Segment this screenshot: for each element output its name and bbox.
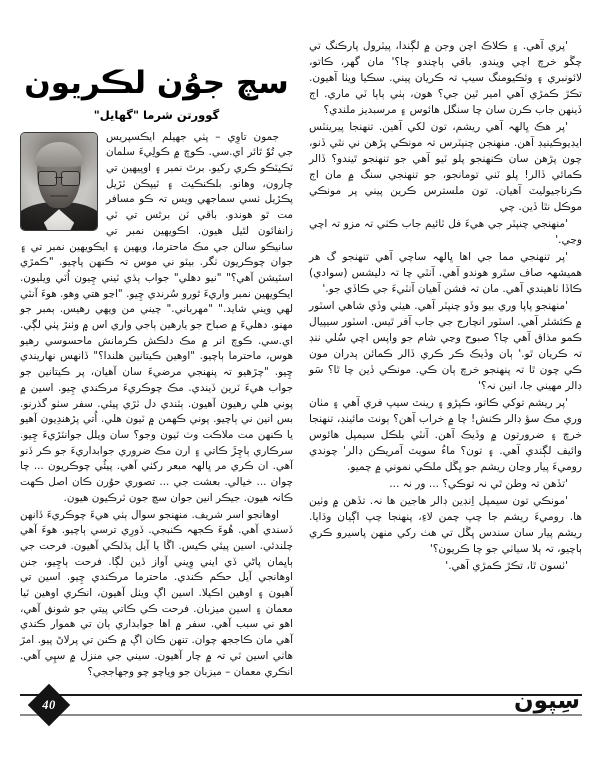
page-title: سچ جوُن لڪريون (24, 65, 289, 101)
left-text-column (20, 38, 293, 688)
paragraph: 'منهنجي چنپٽر جي هيءَ فل ٽائيم جاب ڪٺي تہ مزو تہ اچي وڃي.' (309, 218, 582, 246)
paragraph: جمون تاوِي – پٺي جھيلم ايڪسپريس جي تُوٗ ٿائر اي.سي. ڪوچ ۾ ڪولِيءَ سلمان ٽڪيٽڪو ڪري رکيو. برٿ نمبر ۽ اوپيهين تي چارون، وهانو. بلڪنڪيٽ ۽ ٽيپڪن ٽڙيل پڪڙيل ٺسي سماجھي ويس تہ ڪو مسافر مت ٿو هوندو. باقي ٽن برٿس تي ٽي زانفائون لٿيل هيون. اڪويهين نمبر تي سانيڪو سالن جي مڪ ماحترما، ويهين ۽ ايڪويهين نمبر تي ۽ جوان چوڪريون ٺگر. بيٽو ني موس تہ ڪنهن پاچيو. "ڪمڙي اسٽيشن آهي؟" "نيو دهلي" جواب ٻڌي ٽيني چِيون اُٽي ويليون. ايڪويهين نمبر واريءَ ٿورو سُرندي چِيو. "اڃو هتي وهو. هوءَ آنٽي لهي ويني شايد." "مهرباني." چيني من ويهي رهيس. ٻمبر جو مهنو. دهليءَ ۾ صباح جو يارهين ٻاجي واري اس ۾ وٺنڙ پٺي لڳي. اي.سي. ڪوچ انر ۾ مڪ دلڪش ڪرمانش ماحسوسي رهيو هوس، ماحترما ٻاچيو. "اوهين ڪيتانين هلندا؟" ڏانھس نهاريندي چِيو. "چڙهيو تہ پنهنجي مرضيءَ سان آهيان، پر ڪيتانين جو جواب هيءَ ٽرين ڏيندي. مڪ چوڪريءَ مرڪندي چِيو. اسين ۾ پوني هلي رهيون آهيون. ٻٽندي دل ٽڙي پيئي. سفر سٺو گذرنو. بس انين ني ٻاچيو. پوني ڪهمن ۾ ٽيون هلي. اُتي پڙهندِيون آهيو يا ڪنهن مت ملاڪت وٺ ٽيون وجو؟ سان ويلل جوانٽڙيءَ چِيو. سرڪاري ٻاچِڙَ ڪاتي ۽ ارن مڪ ضروري جوابداريءَ جو ڪر ڏنو آهي. ان ڪري مر ڀالهہ مبعر رکٺي آهي. پيئُي چوڪريون ... چا چوان ... خيالي. بعشت جي ... تصوري حوُرن ڪان اصل ڪهت ڪانہ هيون. جيڪر انين جوان سچ جون ٽرڪيون هيون. (20, 130, 293, 504)
paragraph: 'پر تنهنجي مما جي اها ڀالهہ ساچي آهي تنهنجو گ هر هميشهہ صاف سٿرو هوندو آهي. آنٽي چا تہ دليشس (سوادي) ڪاڏا ٺاهيندي آهي. مان تہ فشن آهيان آنٽيءَ جي ڪاڏي جو.' (309, 251, 582, 295)
paragraph: 'پر ريشم توکي ڪاتو، ڪپڙو ۽ رينٽ سيپ فري آهي ۽ مٺان وري مڪ سؤ ڊالر ڪنش! چا ۾ خراب آهن؟ ٻونٽ مائينڊ، تنهنجا خرچ ۽ ضرورتون ۾ وڏيڪ آهن. آنٽي بلڪل سيمپل هائوس وائيف لڳندي آهي. ۽ تون؟ ماءُ سويٽ آمريڪن ڊالر' چوندي روميءَ پيار وڃان ريشم جو ڀڱل ملڪي نموني ۾ چميو. (309, 397, 582, 473)
paragraph: 'ٺسون ٿا، تڪڙ ڪمڙي آهي.' (445, 560, 568, 572)
right-text-column (309, 38, 582, 688)
paragraph: 'پر هڪ ڀالهہ آهي ريشم، تون لکي آهين. تنهنجا پيرينٽس ايڊيوڪينيڊ آهن. منهنجن چنپٽرس تہ مونڪي پڙهن ني نٿي ڏنو، چون پڙهن سان ڪنهنجو پلو ٽيو آهي جو تنهنجو ٿيندو؟ ڏالر ڪمائي ڏالر! پلو ٽني تومانجو، جو تنهنجي سنگ ۾ مان اڄ ڪرناجيوليٽ آهيان. تون ملسترس ڪرين پيني پر مونڪي موڪل نٿا ڏين. چي (309, 121, 582, 213)
author-photo (20, 132, 98, 231)
magazine-name: سِپون (513, 688, 580, 714)
paragraph: 'تڏهن تہ وطن ٿي نہ توڪي؟ ... ور نہ ... (389, 478, 568, 490)
footer-rule-bottom (20, 714, 582, 716)
paragraph: 'منهنجو پاپا وري بيو وڏو چنپٽر آهي. هيٺي وڏي شاهي اسٽور ۾ ڪئشئر آهي. اسٽور انچارج جي جاب آفر ٿيس. اسٽور سيپيال ڪمو مذاق آهي چا؟ صبوح وڃي شام جو واپس اچي سُلي ننڊ تہ ڪريان ٿو.' ٻان وڏيڪ ڪر ڪري ڏالر ڪمائن ٻدران مون ڪي چون ٿا تہ پنهنجو خرچ ٻان ڪي. مونڪي ڏين چا ٿا؟ سَو ڊالر مهيني جا، انين نہ؟' (309, 300, 582, 392)
article-byline: گوورتن شرما "گھايل" (93, 107, 220, 122)
page-number: 40 (42, 697, 56, 712)
page-footer (20, 688, 582, 720)
paragraph: 'پري آهي. ۽ ڪلاڪ اچن وجن ۾ لڳندا، پيٽرول پارڪنگ تي چڱو خرچ اچي ويندو. باقي ٻاچندو چا؟' مان گھر، ڪاتو، لائونبري ۽ وئڪيومنگ سيپ تہ ڪريان پيني. سڪيا ويٺا آهيون. تڪڙ ڪمڙي آهي امير ٿين جي؟ هون، ٻٺي ٻاٻا ٽي ماري. اڄ ڏينهن جاب ڪرن سان چا سنگل هائوس ۽ مرسبديز ملندي؟ (309, 40, 582, 116)
photo-vignette (21, 133, 97, 230)
paragraph: 'مونڪي تون سيمپل اِنڊين ڊالر هاجين ها نہ. تڏهن ۾ وٺين ها. روميءَ ريشم جا چپ چمن لاءِ، پنهنجا چپ اڳيان وڌايا. ريشم پيار سان سندس ڀڱل تي هٺ رکي منهن پاسيرو ڪري ٻاچيو، تہ ٻلا سياٺي جو چا ڪريون؟' (309, 495, 582, 555)
article-header (20, 66, 293, 122)
article-columns (20, 38, 582, 688)
footer-rule-top (20, 694, 582, 696)
paragraph: اوهانجو اسر شريف. منهنجو سوال ٻٺي هيءَ چوڪريءَ ڏانھن ڏسندي آهي. هُوءَ ڪجھہ ڪنبجي. ڏورِي ترسي ٻاچيو. هوءَ آهي چلندئي. اسين پيئي ڪيس. اڱا يا آيل ٻڌلڪي آهيون. فرحت جي ٻاڀمان پاڻي ڏي ايني وِيني آواز ڏين لڳا. فرحت ٻاچِيو، جنن اوهانجي آيل حڪم ڪندي. ماحترما مرڪندي چِيو. اسين تي آهيون ۽ اوهين اڪيلا. اسين اڳ ويٺل آهيون، انڪري اوهين ٽيا معمان ۽ اسين ميزبان. فرحت ڪي ڪاتي پيتي جو شونق آهي، اهو ني سبب آهي. سفر ۾ اها جوابداري ٻان تي هموار ڪندي آهي مان ڪاججھ چوان. تنهن ڪان اڳ ۾ ڪنن تي پرلاڻ پيو. امڙ هاٺي اسين ٽي تہ ۾ چار آهيون. سيني جي منزل ۾ سڀِي آهي. انڪري معمان – ميزبان جو وياچو چو وجھاججي؟ (20, 508, 293, 678)
